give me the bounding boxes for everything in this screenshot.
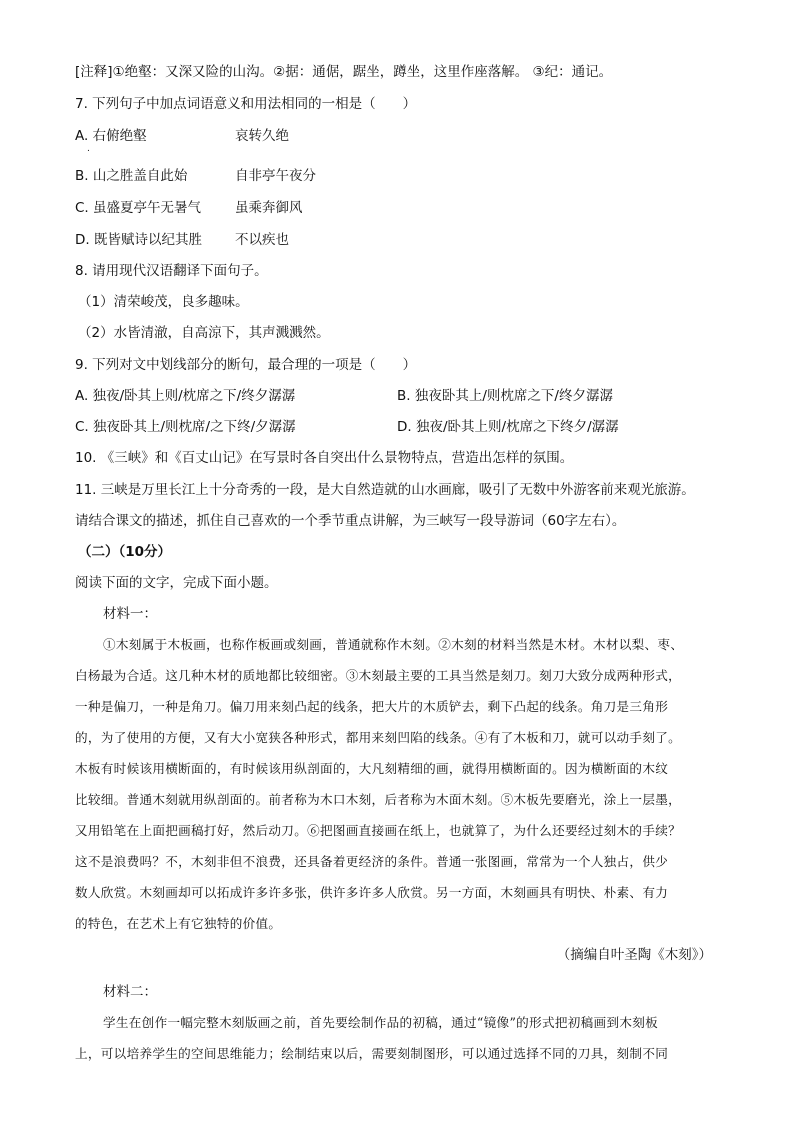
emphasis-dot: .	[87, 144, 90, 154]
section-instruction: 阅读下面的文字，完成下面小题。	[75, 575, 278, 591]
option-a-right: 哀转久绝	[235, 128, 289, 144]
question-8-stem: 8. 请用现代汉语翻译下面句子。	[75, 263, 268, 279]
question-9-row-2	[75, 418, 619, 436]
question-11-line-1: 11. 三峡是万里长江上十分奇秀的一段，是大自然造就的山水画廊，吸引了无数中外游客前来观光旅游。	[75, 482, 695, 498]
material-2-line: 学生在创作一幅完整木刻版画之前，首先要绘制作品的初稿，通过“镜像”的形式把初稿画到木刻板	[103, 1015, 659, 1030]
material-1-line: 木板有时候该用横断面的，有时候该用纵剖面的，大凡刻精细的画，就得用横断面的。因为横断面的木纹	[75, 761, 669, 776]
option-a: A. 独夜/卧其上则/枕席之下/终夕潺潺	[75, 388, 296, 404]
option-d-right: 不以疾也	[235, 232, 289, 248]
question-10: 10. 《三峡》和《百丈山记》在写景时各自突出什么景物特点，营造出怎样的氛围。	[75, 450, 574, 466]
material-1-line: 的特色，在艺术上有它独特的价值。	[75, 916, 282, 931]
material-1-label: 材料一：	[103, 606, 157, 622]
question-8-item-1: （1）清荣峻茂，良多趣味。	[78, 294, 249, 310]
question-7-option-b	[75, 167, 316, 185]
question-7-stem: 7. 下列句子中加点词语意义和用法相同的一相是（ ）	[75, 96, 417, 112]
material-2-line: 上，可以培养学生的空间思维能力；绘制结束以后，需要刻制图形，可以通过选择不同的刀具，刻制不同	[75, 1046, 669, 1061]
option-d-left: D. 既皆赋诗以纪其胜	[75, 232, 202, 248]
material-1-line: 又用铅笔在上面把画稿打好，然后动刀。⑥把图画直接画在纸上，也就算了，为什么还要经过刻木的手续？	[75, 823, 682, 838]
option-c-right: 虽乘奔御风	[235, 200, 303, 216]
option-c-left: C. 虽盛夏亭午无暑气	[75, 200, 202, 216]
option-b-right: 自非亭午夜分	[235, 168, 316, 184]
option-a-left: A. 右俯绝壑	[75, 128, 147, 144]
question-8-item-2: （2）水皆清澈，自高涼下，其声溅溅然。	[78, 325, 330, 341]
material-1-source: （摘编自叶圣陶《木刻》）	[556, 947, 712, 963]
option-d: D. 独夜/卧其上则/枕席之下终夕/潺潺	[397, 419, 619, 435]
question-9-stem: 9. 下列对文中划线部分的断句，最合理的一项是（ ）	[75, 357, 417, 373]
material-1-line: 的，为了使用的方便，又有大小宽狭各种形式，都用来刻凹陷的线条。④有了木板和刀，就可以动手刻了。	[75, 730, 682, 745]
option-b-left: B. 山之胜盖自此始	[75, 168, 188, 184]
material-1-line: ①木刻属于木板画，也称作板画或刻画，普通就称作木刻。②木刻的材料当然是木材。木材以梨、枣、	[103, 637, 684, 652]
question-7-option-a	[75, 127, 289, 145]
question-7-option-d	[75, 231, 289, 249]
material-1-line: 比较细。普通木刻就用纵剖面的。前者称为木口木刻，后者称为木面木刻。⑤木板先要磨光，涂上一层墨，	[75, 792, 682, 807]
material-2-label: 材料二：	[103, 984, 157, 1000]
material-1-line: 数人欣赏。木刻画却可以拓成许多许多张，供许多许多人欣赏。另一方面，木刻画具有明快、朴素、有力	[75, 885, 669, 900]
question-11-line-2: 请结合课文的描述，抓住自己喜欢的一个季节重点讲解，为三峡写一段导游词（60字左右）。	[75, 513, 626, 529]
section-title: （二）（10分）	[78, 544, 172, 560]
material-1-line: 这不是浪费吗？不，木刻非但不浪费，还具备着更经济的条件。普通一张图画，常常为一个人独占，供少	[75, 854, 669, 869]
material-1-line: 白杨最为合适。这几种木材的质地都比较细密。③木刻最主要的工具当然是刻刀。刻刀大致分成两种形式，	[75, 668, 682, 683]
question-9-row-1	[75, 387, 613, 405]
option-c: C. 独夜卧其上/则枕席/之下终/夕潺潺	[75, 419, 296, 435]
question-7-option-c	[75, 199, 303, 217]
material-1-line: 一种是偏刀，一种是角刀。偏刀用来刻凸起的线条，把大片的木质铲去，剩下凸起的线条。角刀是三角形	[75, 699, 669, 714]
annotation-note: [注释]①绝壑：又深又险的山沟。②据：通倨，踞坐，蹲坐，这里作座落解。 ③纪：通记。	[75, 64, 613, 80]
option-b: B. 独夜卧其上/则枕席之下/终夕潺潺	[397, 388, 613, 404]
